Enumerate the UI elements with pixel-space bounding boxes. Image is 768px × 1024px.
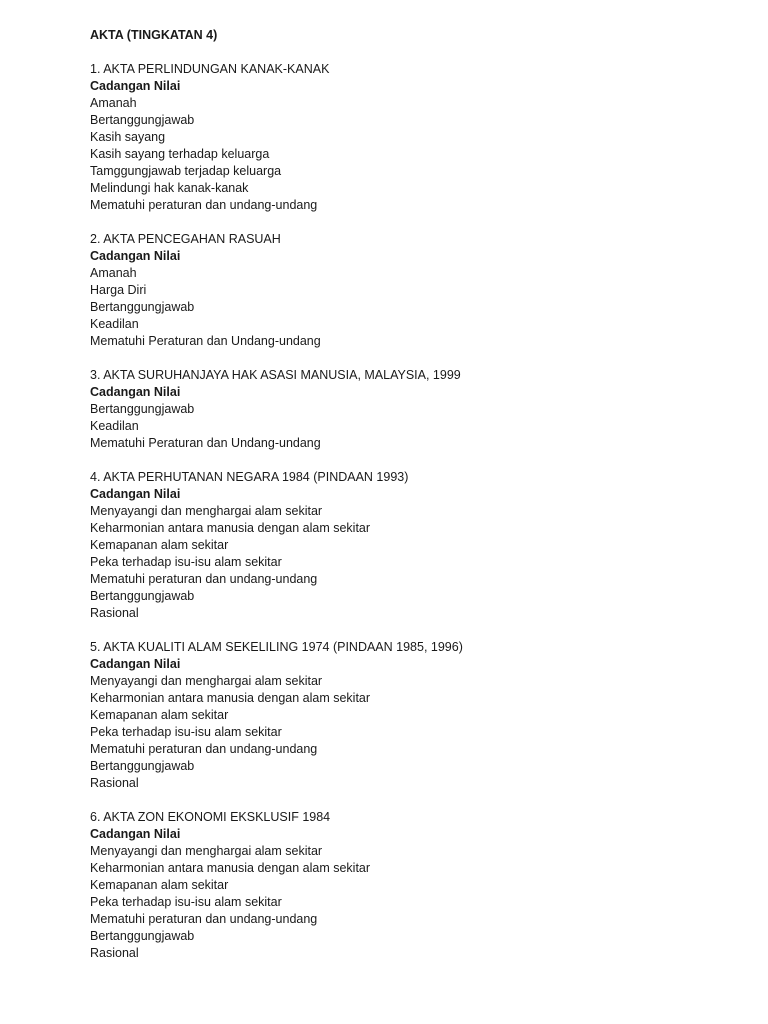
value-list-item: Bertanggungjawab	[90, 113, 195, 127]
value-list-item: Mematuhi Peraturan dan Undang-undang	[90, 436, 321, 450]
value-list-item: Keharmonian antara manusia dengan alam sekitar	[90, 861, 371, 875]
value-list-item: Keharmonian antara manusia dengan alam sekitar	[90, 691, 371, 705]
value-list-item: Peka terhadap isu-isu alam sekitar	[90, 725, 282, 739]
values-subheading: Cadangan Nilai	[90, 385, 181, 399]
value-list-item: Harga Diri	[90, 283, 147, 297]
value-list-item: Mematuhi peraturan dan undang-undang	[90, 198, 318, 212]
value-list-item: Menyayangi dan menghargai alam sekitar	[90, 504, 323, 518]
value-list-item: Menyayangi dan menghargai alam sekitar	[90, 674, 323, 688]
document-page	[90, 27, 730, 979]
value-list-item: Mematuhi peraturan dan undang-undang	[90, 742, 318, 756]
values-subheading: Cadangan Nilai	[90, 249, 181, 263]
value-list-item: Menyayangi dan menghargai alam sekitar	[90, 844, 323, 858]
sections-container	[90, 61, 730, 962]
value-list-item: Kasih sayang terhadap keluarga	[90, 147, 270, 161]
value-list-item: Bertanggungjawab	[90, 589, 195, 603]
value-list-item: Mematuhi peraturan dan undang-undang	[90, 572, 318, 586]
value-list-item: Mematuhi Peraturan dan Undang-undang	[90, 334, 321, 348]
act-section	[90, 809, 730, 962]
value-list-item: Kasih sayang	[90, 130, 166, 144]
value-list-item: Amanah	[90, 266, 137, 280]
act-section	[90, 231, 730, 350]
value-list-item: Tamggungjawab terjadap keluarga	[90, 164, 282, 178]
values-subheading: Cadangan Nilai	[90, 827, 181, 841]
value-list-item: Mematuhi peraturan dan undang-undang	[90, 912, 318, 926]
value-list-item: Peka terhadap isu-isu alam sekitar	[90, 555, 282, 569]
act-heading: 1. AKTA PERLINDUNGAN KANAK-KANAK	[90, 62, 330, 76]
value-list-item: Amanah	[90, 96, 137, 110]
value-list-item: Kemapanan alam sekitar	[90, 538, 229, 552]
act-section	[90, 367, 730, 452]
value-list-item: Bertanggungjawab	[90, 759, 195, 773]
value-list-item: Bertanggungjawab	[90, 402, 195, 416]
act-section	[90, 469, 730, 622]
act-heading: 2. AKTA PENCEGAHAN RASUAH	[90, 232, 281, 246]
act-section	[90, 639, 730, 792]
value-list-item: Keadilan	[90, 317, 139, 331]
values-subheading: Cadangan Nilai	[90, 487, 181, 501]
document-title: AKTA (TINGKATAN 4)	[90, 28, 218, 42]
values-subheading: Cadangan Nilai	[90, 657, 181, 671]
value-list-item: Melindungi hak kanak-kanak	[90, 181, 249, 195]
value-list-item: Keharmonian antara manusia dengan alam sekitar	[90, 521, 371, 535]
value-list-item: Rasional	[90, 776, 139, 790]
value-list-item: Rasional	[90, 606, 139, 620]
act-heading: 5. AKTA KUALITI ALAM SEKELILING 1974 (PINDAAN 1985, 1996)	[90, 640, 463, 654]
act-heading: 6. AKTA ZON EKONOMI EKSKLUSIF 1984	[90, 810, 331, 824]
value-list-item: Kemapanan alam sekitar	[90, 708, 229, 722]
act-heading: 3. AKTA SURUHANJAYA HAK ASASI MANUSIA, MALAYSIA, 1999	[90, 368, 461, 382]
value-list-item: Rasional	[90, 946, 139, 960]
value-list-item: Keadilan	[90, 419, 139, 433]
value-list-item: Bertanggungjawab	[90, 300, 195, 314]
value-list-item: Bertanggungjawab	[90, 929, 195, 943]
value-list-item: Kemapanan alam sekitar	[90, 878, 229, 892]
act-section	[90, 61, 730, 214]
values-subheading: Cadangan Nilai	[90, 79, 181, 93]
value-list-item: Peka terhadap isu-isu alam sekitar	[90, 895, 282, 909]
act-heading: 4. AKTA PERHUTANAN NEGARA 1984 (PINDAAN 1993)	[90, 470, 409, 484]
